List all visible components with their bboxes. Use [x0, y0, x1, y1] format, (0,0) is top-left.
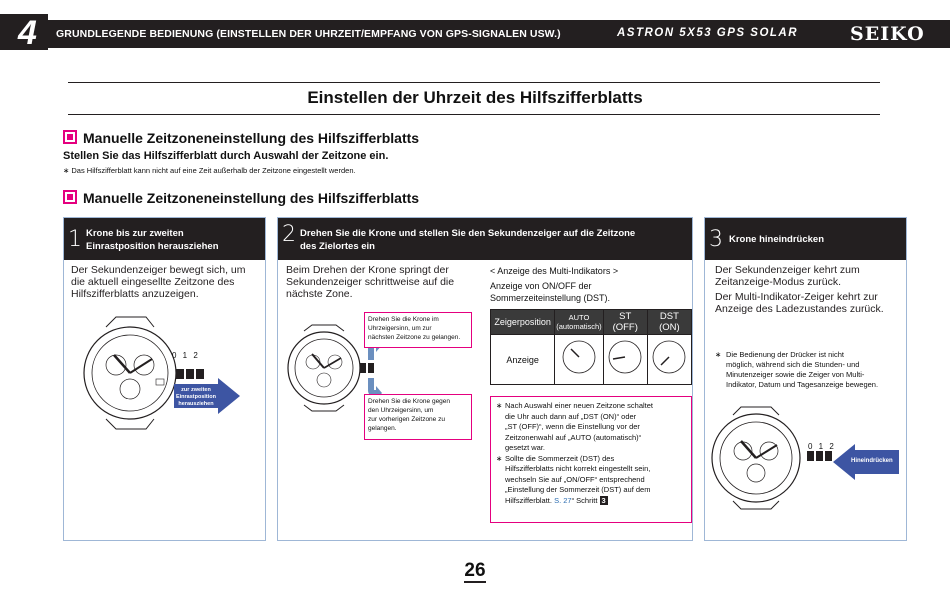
multi-desc-line: Anzeige von ON/OFF der — [490, 281, 592, 291]
step1-title — [86, 227, 219, 253]
step-badge: 3 — [601, 495, 606, 505]
clockwise-callout — [364, 312, 472, 348]
dial-auto — [555, 335, 603, 385]
table-head-st — [603, 310, 647, 335]
page-link[interactable]: S. 27 — [554, 495, 572, 505]
step2-body-line: Beim Drehen der Krone springt der — [286, 264, 449, 276]
step1-number: 1 — [68, 227, 82, 252]
dial-st — [603, 335, 647, 385]
multi-desc-line: Sommerzeiteinstellung (DST). — [490, 293, 611, 303]
note-line: Nach Auswahl einer neuen Zeitzone schaltet — [505, 401, 654, 410]
push-arrow-label: Hineindrücken — [851, 458, 893, 464]
section-marker-icon — [63, 130, 77, 144]
note-line: Die Bedienung der Drücker ist nicht — [726, 350, 844, 359]
note-line: „Einstellung der Sommerzeit (DST) auf dem — [505, 485, 651, 494]
dial-dst — [647, 335, 691, 385]
step2-panel — [277, 217, 693, 541]
step3-panel — [704, 217, 907, 541]
asterisk-icon: ∗ — [496, 401, 503, 410]
note-line: Hilfszifferblatts nicht korrekt eingestellt sein, — [505, 464, 651, 473]
section1-heading — [63, 129, 419, 146]
callout-line: nächsten Zeitzone zu gelangen. — [368, 334, 461, 341]
crown-positions: 0 1 2 — [808, 442, 836, 451]
step2-body — [286, 264, 454, 300]
dst-table — [490, 309, 692, 385]
table-row-label: Anzeige — [491, 335, 555, 385]
step3-body-line: Der Sekundenzeiger kehrt zum — [715, 264, 860, 276]
page-number — [0, 560, 950, 582]
step2-title — [300, 227, 635, 253]
callout-line: Drehen Sie die Krone gegen — [368, 398, 451, 405]
callout-line: zur vorherigen Zeitzone zu — [368, 416, 445, 423]
table-head-auto — [555, 310, 603, 335]
note-line: möglich, während sich die Stunden- und — [726, 360, 860, 369]
step2-body-line: Sekundenzeiger schrittweise auf die — [286, 276, 455, 288]
callout-line: gelangen. — [368, 425, 397, 432]
note-line-last — [505, 496, 686, 507]
dst-note-2 — [496, 454, 686, 507]
arrow-label-line: Krone bis — [183, 380, 209, 386]
note-line: die Uhr auch dann auf „DST (ON)“ oder — [505, 411, 637, 421]
brand-logo: SEIKO — [850, 23, 925, 45]
step1-title-line: Einrastposition herausziehen — [86, 241, 219, 252]
step1-body-line: die aktuell eingesellte Zeitzone des — [71, 276, 235, 288]
note-line: „ST (OFF)“, wenn die Einstellung vor der — [505, 422, 640, 431]
head-line: DST — [659, 311, 679, 322]
arrow-label-line: Einrastposition — [175, 394, 217, 400]
dst-note-1 — [496, 401, 686, 454]
section1-lead: Stellen Sie das Hilfszifferblatt durch Auswahl der Zeitzone ein. — [63, 150, 389, 162]
multi-indicator-desc — [490, 280, 610, 304]
asterisk-icon: ∗ — [715, 350, 722, 359]
arrow-label-line: herausziehen — [178, 401, 214, 407]
section2-heading — [63, 189, 419, 206]
note-text: Hilfszifferblatt. — [505, 495, 552, 505]
arrow-label-line: zur zweiten — [181, 387, 211, 393]
step3-body-line: Anzeige des Ladezustandes zurück. — [715, 303, 884, 315]
dst-notes-box — [490, 396, 692, 523]
step3-note — [715, 350, 878, 390]
section1-title: Manuelle Zeitzoneneinstellung des Hilfszifferblatts — [83, 130, 420, 146]
note-line: Zeitzonenwahl auf „AUTO (automatisch)“ — [505, 432, 642, 442]
title-rule-top — [68, 82, 880, 83]
watch-illustration-step3 — [711, 403, 841, 513]
head-line: AUTO — [568, 313, 590, 322]
page-title: Einstellen der Uhrzeit des Hilfszifferblatts — [307, 88, 643, 107]
callout-line: den Uhrzeigersinn, um — [368, 407, 434, 414]
head-line: (ON) — [659, 322, 680, 333]
head-line: (automatisch) — [556, 322, 602, 331]
table-head-dst — [647, 310, 691, 335]
watch-illustration-step2 — [286, 323, 376, 413]
crown-positions: 0 1 2 — [172, 351, 200, 360]
pull-arrow-label — [174, 380, 218, 408]
section1-note-text: Das Hilfszifferblatt kann nicht auf eine Zeit außerhalb der Zeitzone eingestellt werden. — [71, 166, 356, 175]
section-marker-icon — [63, 190, 77, 204]
counterclockwise-callout — [364, 394, 472, 440]
head-line: (OFF) — [612, 322, 638, 333]
step1-panel — [63, 217, 266, 541]
section1-note — [63, 166, 356, 175]
step1-title-line: Krone bis zur zweiten — [86, 228, 184, 239]
step3-body-line: Zeitanzeige-Modus zurück. — [715, 276, 842, 288]
title-rule-bottom — [68, 114, 880, 115]
dial-dst-icon — [651, 339, 687, 375]
note-line: wechseln Sie auf „ON/OFF“ entsprechend — [505, 474, 645, 484]
callout-line: Drehen Sie die Krone im — [368, 316, 439, 323]
section2-title: Manuelle Zeitzoneneinstellung des Hilfszifferblatts — [83, 190, 420, 206]
step1-body-line: Der Sekundenzeiger bewegt sich, um — [71, 264, 246, 276]
chapter-number: 4 — [18, 14, 37, 52]
note-line: Minutenzeiger sowie die Zeiger von Multi- — [726, 370, 865, 379]
step1-body — [71, 264, 246, 300]
step3-number: 3 — [709, 227, 723, 252]
step3-body — [715, 264, 884, 315]
dial-st-icon — [607, 339, 643, 375]
step2-number: 2 — [282, 222, 296, 247]
step2-title-line: des Zielortes ein — [300, 241, 375, 252]
header-title: GRUNDLEGENDE BEDIENUNG (EINSTELLEN DER UHRZEIT/EMPFANG VON GPS-SIGNALEN USW.) — [56, 28, 561, 40]
asterisk-icon: ∗ — [496, 453, 503, 463]
callout-line: Uhrzeigersinn, um zur — [368, 325, 432, 332]
note-text: “ Schritt — [571, 495, 598, 505]
head-line: ST — [619, 311, 632, 322]
note-line: Indikator, Datum und Tagesanzeige bewegen. — [726, 380, 879, 389]
page-number-text: 26 — [464, 560, 486, 581]
step3-title: Krone hineindrücken — [729, 234, 825, 245]
step2-body-line: nächste Zone. — [286, 288, 353, 300]
step1-body-line: Hilfszifferblatts anzuzeigen. — [71, 288, 199, 300]
multi-indicator-title: < Anzeige des Multi-Indikators > — [490, 266, 619, 276]
step2-title-line: Drehen Sie die Krone und stellen Sie den Sekundenzeiger auf die Zeitzone — [300, 228, 636, 239]
step3-body-line: Der Multi-Indikator-Zeiger kehrt zur — [715, 291, 878, 303]
note-line: gesetzt war. — [505, 443, 546, 452]
table-head-position: Zeigerposition — [491, 310, 555, 335]
dial-auto-icon — [561, 339, 597, 375]
watch-illustration-step1 — [76, 313, 256, 433]
note-line: Sollte die Sommerzeit (DST) des — [505, 453, 615, 463]
asterisk-icon: ∗ — [63, 166, 70, 175]
header-model: ASTRON 5X53 GPS SOLAR — [617, 27, 799, 39]
